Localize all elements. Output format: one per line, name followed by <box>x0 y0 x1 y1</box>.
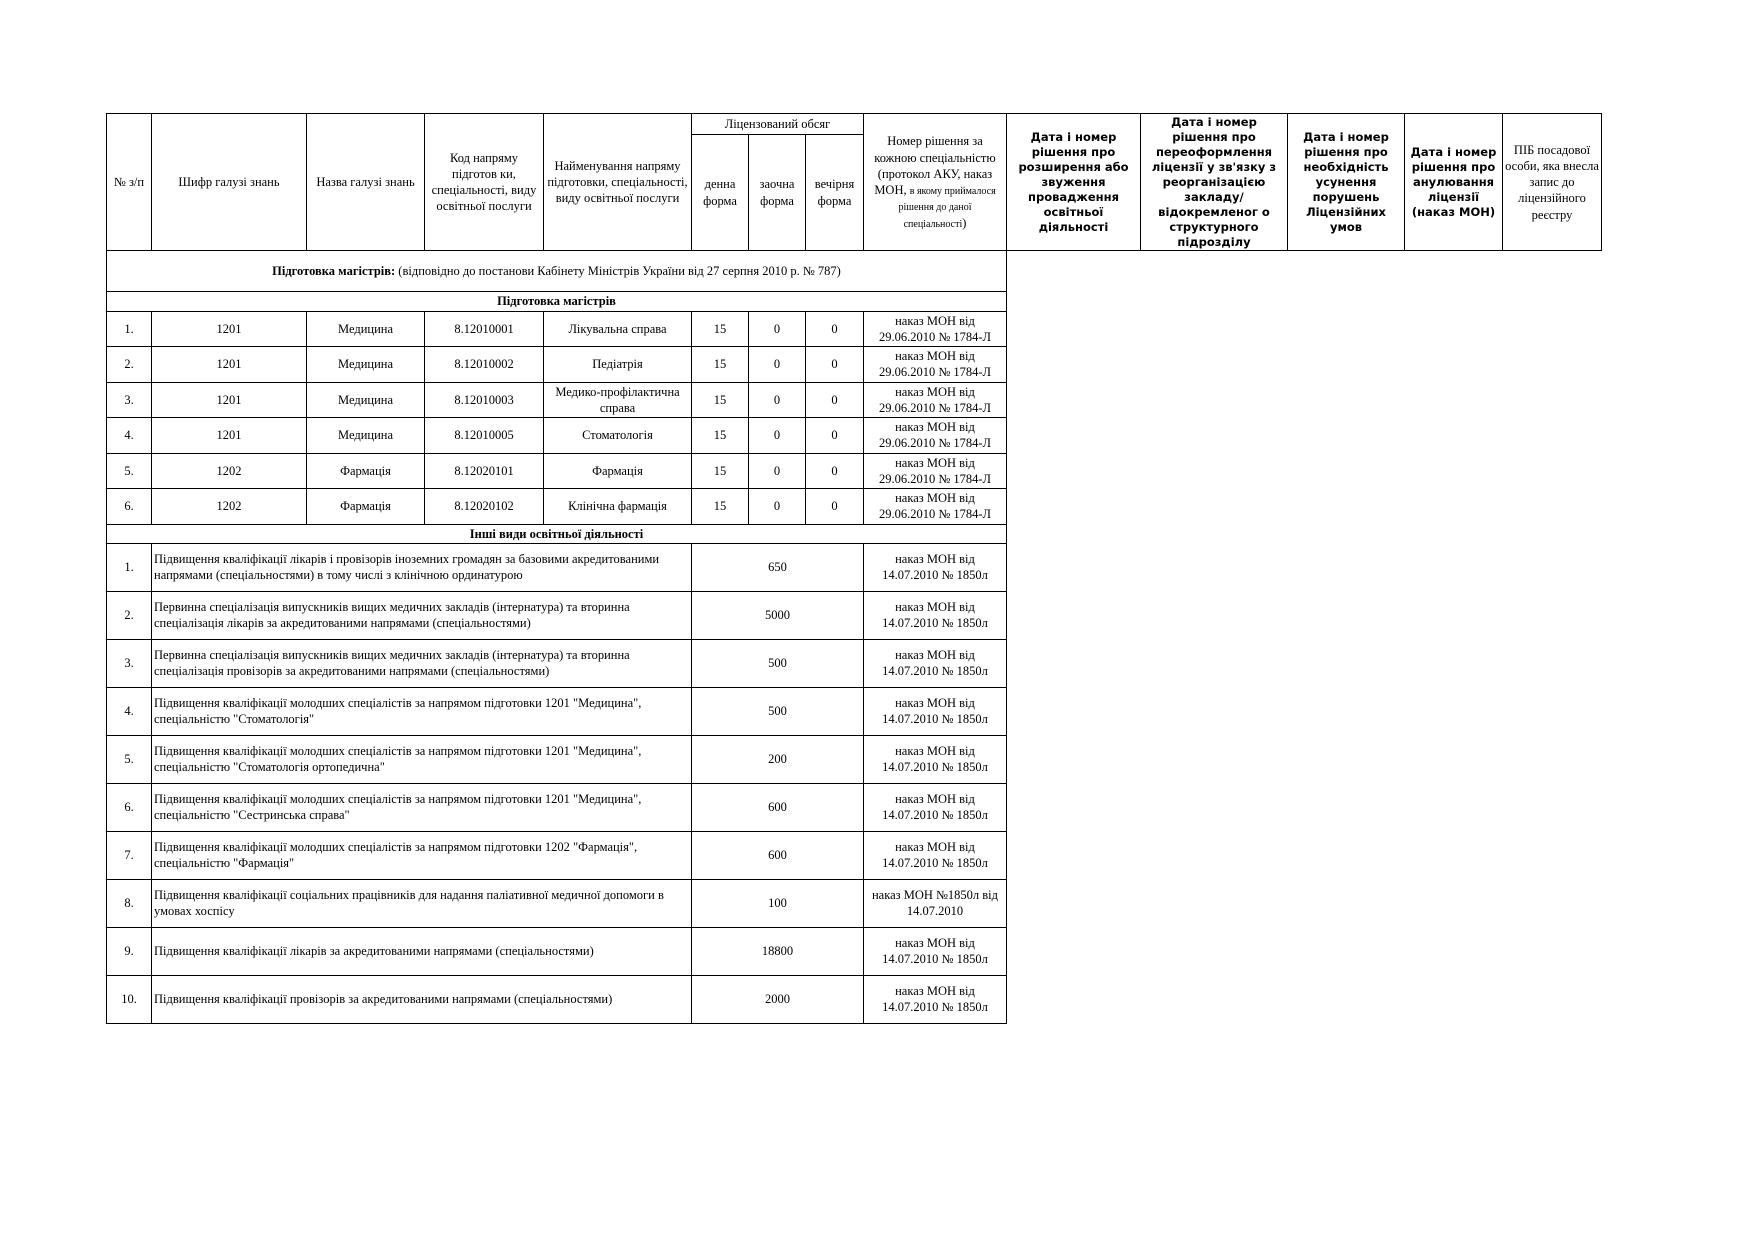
day-form-cell: 15 <box>692 489 749 525</box>
row-number: 2. <box>107 591 152 639</box>
section-masters-title-rest: (відповідно до постанови Кабінету Міністрів України від 27 серпня 2010 р. № 787) <box>395 264 841 279</box>
decision-cell: наказ МОН від 14.07.2010 № 1850л <box>864 639 1007 687</box>
activity-description-cell: Підвищення кваліфікації лікарів за акредитованими напрямами (спеціальностями) <box>152 927 692 975</box>
activity-description-cell: Первинна спеціалізація випускників вищих медичних закладів (інтернатура) та вторинна спеціалізація провізорів за акредитованими напрямами (спеціальностями) <box>152 639 692 687</box>
spec-code-cell: 8.12020101 <box>425 453 544 489</box>
volume-cell: 18800 <box>692 927 864 975</box>
other-activity-row <box>107 879 1602 927</box>
field-code-cell: 1201 <box>152 347 307 383</box>
volume-cell: 200 <box>692 735 864 783</box>
header-field-name: Назва галузі знань <box>307 114 425 251</box>
field-code-cell: 1202 <box>152 453 307 489</box>
row-number: 6. <box>107 783 152 831</box>
header-field-code: Шифр галузі знань <box>152 114 307 251</box>
volume-cell: 650 <box>692 543 864 591</box>
masters-row <box>107 453 1602 489</box>
day-form-cell: 15 <box>692 382 749 418</box>
header-spec-code: Код напряму підготов ки, спеціальності, виду освітньої послуги <box>425 114 544 251</box>
section-masters-title-bold: Підготовка магістрів: <box>272 264 396 279</box>
row-number: 9. <box>107 927 152 975</box>
decision-cell: наказ МОН від 14.07.2010 № 1850л <box>864 831 1007 879</box>
masters-row <box>107 311 1602 347</box>
section-masters-row <box>107 251 1602 292</box>
masters-rows <box>107 311 1602 524</box>
activity-description-cell: Підвищення кваліфікації провізорів за акредитованими напрямами (спеціальностями) <box>152 975 692 1023</box>
volume-cell: 600 <box>692 831 864 879</box>
evening-form-cell: 0 <box>806 489 864 525</box>
decision-cell: наказ МОН від 14.07.2010 № 1850л <box>864 927 1007 975</box>
header-cancel-date: Дата і номер рішення про анулювання ліцензії (наказ МОН) <box>1405 114 1503 251</box>
subsection-other-title: Інші види освітньої діяльності <box>107 524 1007 543</box>
other-activity-row <box>107 783 1602 831</box>
evening-form-cell: 0 <box>806 453 864 489</box>
header-evening-form: вечірня форма <box>806 134 864 251</box>
activity-description-cell: Первинна спеціалізація випускників вищих медичних закладів (інтернатура) та вторинна спеціалізація лікарів за акредитованими напрямами (спеціальностями) <box>152 591 692 639</box>
field-name-cell: Медицина <box>307 311 425 347</box>
field-name-cell: Фармація <box>307 489 425 525</box>
subsection-masters-title: Підготовка магістрів <box>107 292 1007 311</box>
activity-description-cell: Підвищення кваліфікації молодших спеціалістів за напрямом підготовки 1201 "Медицина", спеціальністю "Стоматологія" <box>152 687 692 735</box>
spec-name-cell: Стоматологія <box>544 418 692 454</box>
row-number: 10. <box>107 975 152 1023</box>
header-num: № з/п <box>107 114 152 251</box>
decision-cell: наказ МОН від 14.07.2010 № 1850л <box>864 543 1007 591</box>
decision-cell: наказ МОН від 29.06.2010 № 1784-Л <box>864 453 1007 489</box>
row-number: 6. <box>107 489 152 525</box>
volume-cell: 100 <box>692 879 864 927</box>
extramural-form-cell: 0 <box>749 347 806 383</box>
day-form-cell: 15 <box>692 418 749 454</box>
evening-form-cell: 0 <box>806 347 864 383</box>
spec-code-cell: 8.12020102 <box>425 489 544 525</box>
header-decision-number <box>864 114 1007 251</box>
decision-cell: наказ МОН від 14.07.2010 № 1850л <box>864 591 1007 639</box>
header-spec-name: Найменування напряму підготовки, спеціальності, виду освітньої послуги <box>544 114 692 251</box>
row-number: 5. <box>107 453 152 489</box>
header-reissue-date: Дата і номер рішення про переоформлення ліцензії у зв'язку з реорганізацією закладу/відокремленог о структурного підрозділу <box>1141 114 1288 251</box>
header-decision-number-main: Номер рішення за кожною спеціальністю (протокол АКУ, наказ МОН, <box>874 134 996 198</box>
field-name-cell: Медицина <box>307 418 425 454</box>
volume-cell: 500 <box>692 639 864 687</box>
spec-name-cell: Клінічна фармація <box>544 489 692 525</box>
decision-cell: наказ МОН від 29.06.2010 № 1784-Л <box>864 489 1007 525</box>
evening-form-cell: 0 <box>806 311 864 347</box>
activity-description-cell: Підвищення кваліфікації соціальних працівників для надання паліативної медичної допомоги в умовах хоспісу <box>152 879 692 927</box>
other-activity-row <box>107 927 1602 975</box>
header-day-form: денна форма <box>692 134 749 251</box>
day-form-cell: 15 <box>692 311 749 347</box>
extramural-form-cell: 0 <box>749 489 806 525</box>
header-row-1 <box>107 114 1602 135</box>
volume-cell: 500 <box>692 687 864 735</box>
license-register-table <box>106 113 1602 1024</box>
spec-code-cell: 8.12010003 <box>425 382 544 418</box>
row-number: 4. <box>107 418 152 454</box>
other-activity-row <box>107 639 1602 687</box>
spec-name-cell: Медико-профілактична справа <box>544 382 692 418</box>
masters-row <box>107 382 1602 418</box>
extramural-form-cell: 0 <box>749 311 806 347</box>
other-activity-row <box>107 687 1602 735</box>
decision-cell: наказ МОН №1850л від 14.07.2010 <box>864 879 1007 927</box>
row-number: 1. <box>107 311 152 347</box>
other-activity-row <box>107 735 1602 783</box>
row-number: 3. <box>107 382 152 418</box>
field-name-cell: Медицина <box>307 347 425 383</box>
decision-cell: наказ МОН від 14.07.2010 № 1850л <box>864 975 1007 1023</box>
decision-cell: наказ МОН від 14.07.2010 № 1850л <box>864 687 1007 735</box>
decision-cell: наказ МОН від 29.06.2010 № 1784-Л <box>864 311 1007 347</box>
evening-form-cell: 0 <box>806 418 864 454</box>
section-masters-title <box>107 251 1007 292</box>
other-activity-row <box>107 975 1602 1023</box>
field-code-cell: 1201 <box>152 382 307 418</box>
header-licensed-volume: Ліцензований обсяг <box>692 114 864 135</box>
extramural-form-cell: 0 <box>749 382 806 418</box>
activity-description-cell: Підвищення кваліфікації молодших спеціалістів за напрямом підготовки 1201 "Медицина", спеціальністю "Сестринська справа" <box>152 783 692 831</box>
spec-code-cell: 8.12010005 <box>425 418 544 454</box>
field-code-cell: 1201 <box>152 311 307 347</box>
subsection-masters-row <box>107 292 1602 311</box>
decision-cell: наказ МОН від 14.07.2010 № 1850л <box>864 783 1007 831</box>
spec-code-cell: 8.12010002 <box>425 347 544 383</box>
extramural-form-cell: 0 <box>749 418 806 454</box>
field-code-cell: 1201 <box>152 418 307 454</box>
header-official: ПІБ посадової особи, яка внесла запис до ліцензійного реєстру <box>1503 114 1602 251</box>
other-activity-row <box>107 831 1602 879</box>
decision-cell: наказ МОН від 29.06.2010 № 1784-Л <box>864 418 1007 454</box>
field-name-cell: Фармація <box>307 453 425 489</box>
row-number: 5. <box>107 735 152 783</box>
evening-form-cell: 0 <box>806 382 864 418</box>
spec-name-cell: Педіатрія <box>544 347 692 383</box>
row-number: 7. <box>107 831 152 879</box>
row-number: 1. <box>107 543 152 591</box>
header-decision-number-small: в якому приймалося рішення до даної спеціальності <box>898 186 996 230</box>
field-code-cell: 1202 <box>152 489 307 525</box>
other-rows <box>107 543 1602 1023</box>
activity-description-cell: Підвищення кваліфікації молодших спеціалістів за напрямом підготовки 1201 "Медицина", спеціальністю "Стоматологія ортопедична" <box>152 735 692 783</box>
day-form-cell: 15 <box>692 453 749 489</box>
masters-row <box>107 418 1602 454</box>
other-activity-row <box>107 543 1602 591</box>
spec-code-cell: 8.12010001 <box>425 311 544 347</box>
spec-name-cell: Фармація <box>544 453 692 489</box>
decision-cell: наказ МОН від 14.07.2010 № 1850л <box>864 735 1007 783</box>
activity-description-cell: Підвищення кваліфікації молодших спеціалістів за напрямом підготовки 1202 "Фармація", спеціальністю "Фармація" <box>152 831 692 879</box>
row-number: 2. <box>107 347 152 383</box>
extramural-form-cell: 0 <box>749 453 806 489</box>
subsection-other-row <box>107 524 1602 543</box>
volume-cell: 600 <box>692 783 864 831</box>
header-extramural-form: заочна форма <box>749 134 806 251</box>
other-activity-row <box>107 591 1602 639</box>
masters-row <box>107 347 1602 383</box>
volume-cell: 5000 <box>692 591 864 639</box>
row-number: 4. <box>107 687 152 735</box>
day-form-cell: 15 <box>692 347 749 383</box>
decision-cell: наказ МОН від 29.06.2010 № 1784-Л <box>864 382 1007 418</box>
header-expansion-date: Дата і номер рішення про розширення або звуження провадження освітньої діяльності <box>1007 114 1141 251</box>
row-number: 8. <box>107 879 152 927</box>
field-name-cell: Медицина <box>307 382 425 418</box>
volume-cell: 2000 <box>692 975 864 1023</box>
decision-cell: наказ МОН від 29.06.2010 № 1784-Л <box>864 347 1007 383</box>
row-number: 3. <box>107 639 152 687</box>
spec-name-cell: Лікувальна справа <box>544 311 692 347</box>
header-decision-number-end: ) <box>962 215 967 230</box>
header-violation-date: Дата і номер рішення про необхідність усунення порушень Ліцензійних умов <box>1288 114 1405 251</box>
masters-row <box>107 489 1602 525</box>
activity-description-cell: Підвищення кваліфікації лікарів і провізорів іноземних громадян за базовими акредитованими напрямами (спеціальностями) в тому числі з клінічною ординатурою <box>152 543 692 591</box>
